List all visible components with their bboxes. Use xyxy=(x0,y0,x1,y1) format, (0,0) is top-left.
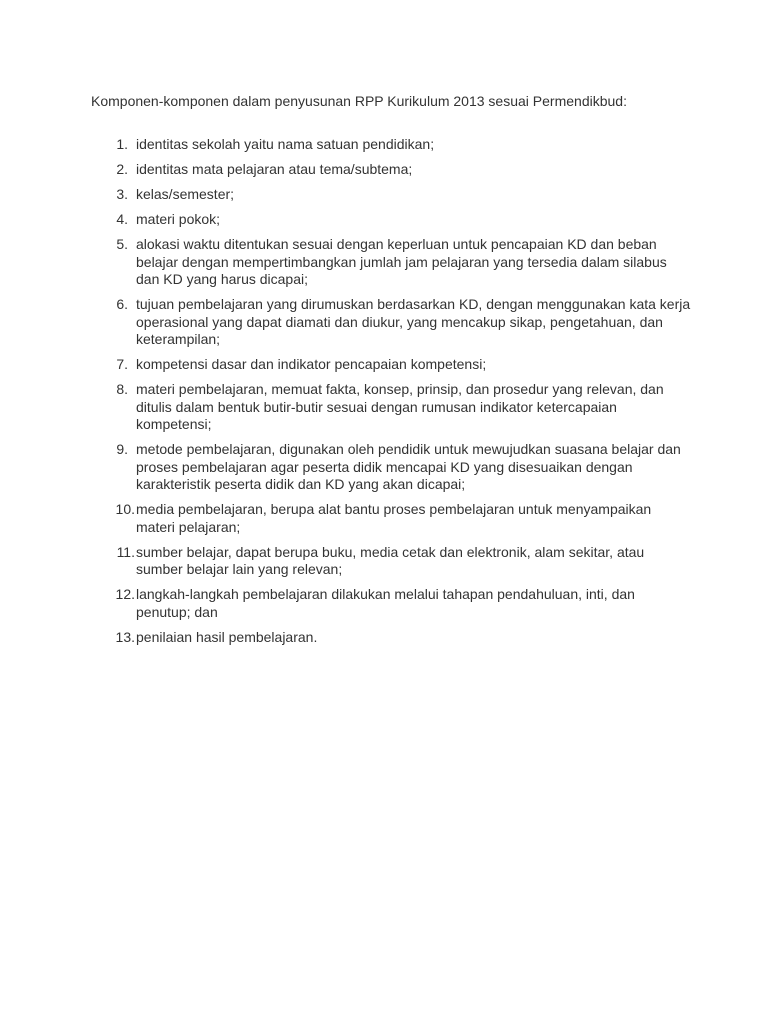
list-item xyxy=(91,136,691,154)
list-item xyxy=(91,501,691,536)
intro-paragraph: Komponen-komponen dalam penyusunan RPP Kurikulum 2013 sesuai Permendikbud: xyxy=(91,93,627,109)
list-item-number: 1. xyxy=(116,136,128,152)
list-item xyxy=(91,544,691,579)
list-item xyxy=(91,381,691,434)
list-item-text: sumber belajar, dapat berupa buku, media cetak dan elektronik, alam sekitar, atau sumber belajar lain yang relevan; xyxy=(136,543,645,577)
list-item-number: 13. xyxy=(115,628,135,645)
list-item-number: 11. xyxy=(116,543,135,560)
list-item xyxy=(91,441,691,494)
list-item xyxy=(91,629,691,647)
list-item-text: alokasi waktu ditentukan sesuai dengan keperluan untuk pencapaian KD dan beban belajar dengan mempertimbangkan jumlah jam pelajaran yang tersedia dalam silabus dan KD yang harus dicapai; xyxy=(136,236,667,287)
list-item-number: 9. xyxy=(116,441,128,457)
list-item-number: 8. xyxy=(116,381,128,397)
list-item-text: kelas/semester; xyxy=(136,186,235,202)
list-item-text: tujuan pembelajaran yang dirumuskan berdasarkan KD, dengan menggunakan kata kerja operasional yang dapat diamati dan diukur, yang mencakup sikap, pengetahuan, dan keterampilan; xyxy=(136,296,691,347)
list-item-text: kompetensi dasar dan indikator pencapaian kompetensi; xyxy=(136,356,487,372)
list-item-text: materi pokok; xyxy=(136,211,221,227)
component-list xyxy=(91,136,691,654)
list-item-text: penilaian hasil pembelajaran. xyxy=(136,628,318,645)
list-item-text: identitas sekolah yaitu nama satuan pendidikan; xyxy=(136,136,435,152)
list-item-text: langkah-langkah pembelajaran dilakukan melalui tahapan pendahuluan, inti, dan penutup; dan xyxy=(136,586,635,620)
list-item xyxy=(91,296,691,349)
list-item xyxy=(91,356,691,374)
list-item-text: materi pembelajaran, memuat fakta, konsep, prinsip, dan prosedur yang relevan, dan ditulis dalam bentuk butir-butir sesuai dengan rumusan indikator ketercapaian kompetensi; xyxy=(136,381,664,432)
list-item xyxy=(91,186,691,204)
list-item-number: 7. xyxy=(116,356,128,372)
list-item-text: metode pembelajaran, digunakan oleh pendidik untuk mewujudkan suasana belajar dan proses pembelajaran agar peserta didik mencapai KD yang disesuaikan dengan karakteristik peserta didik dan KD yang akan dicapai; xyxy=(136,441,681,492)
list-item-number: 12. xyxy=(115,586,135,602)
list-item-number: 4. xyxy=(116,211,128,227)
list-item-text: media pembelajaran, berupa alat bantu proses pembelajaran untuk menyampaikan materi pelajaran; xyxy=(136,501,652,535)
list-item xyxy=(91,161,691,179)
list-item xyxy=(91,211,691,229)
list-item-number: 2. xyxy=(116,161,128,177)
list-item xyxy=(91,236,691,289)
list-item-number: 10. xyxy=(115,501,135,517)
list-item-number: 6. xyxy=(116,296,128,312)
list-item xyxy=(91,586,691,621)
list-item-text: identitas mata pelajaran atau tema/subtema; xyxy=(136,161,413,177)
list-item-number: 3. xyxy=(116,186,128,202)
list-item-number: 5. xyxy=(116,236,128,252)
